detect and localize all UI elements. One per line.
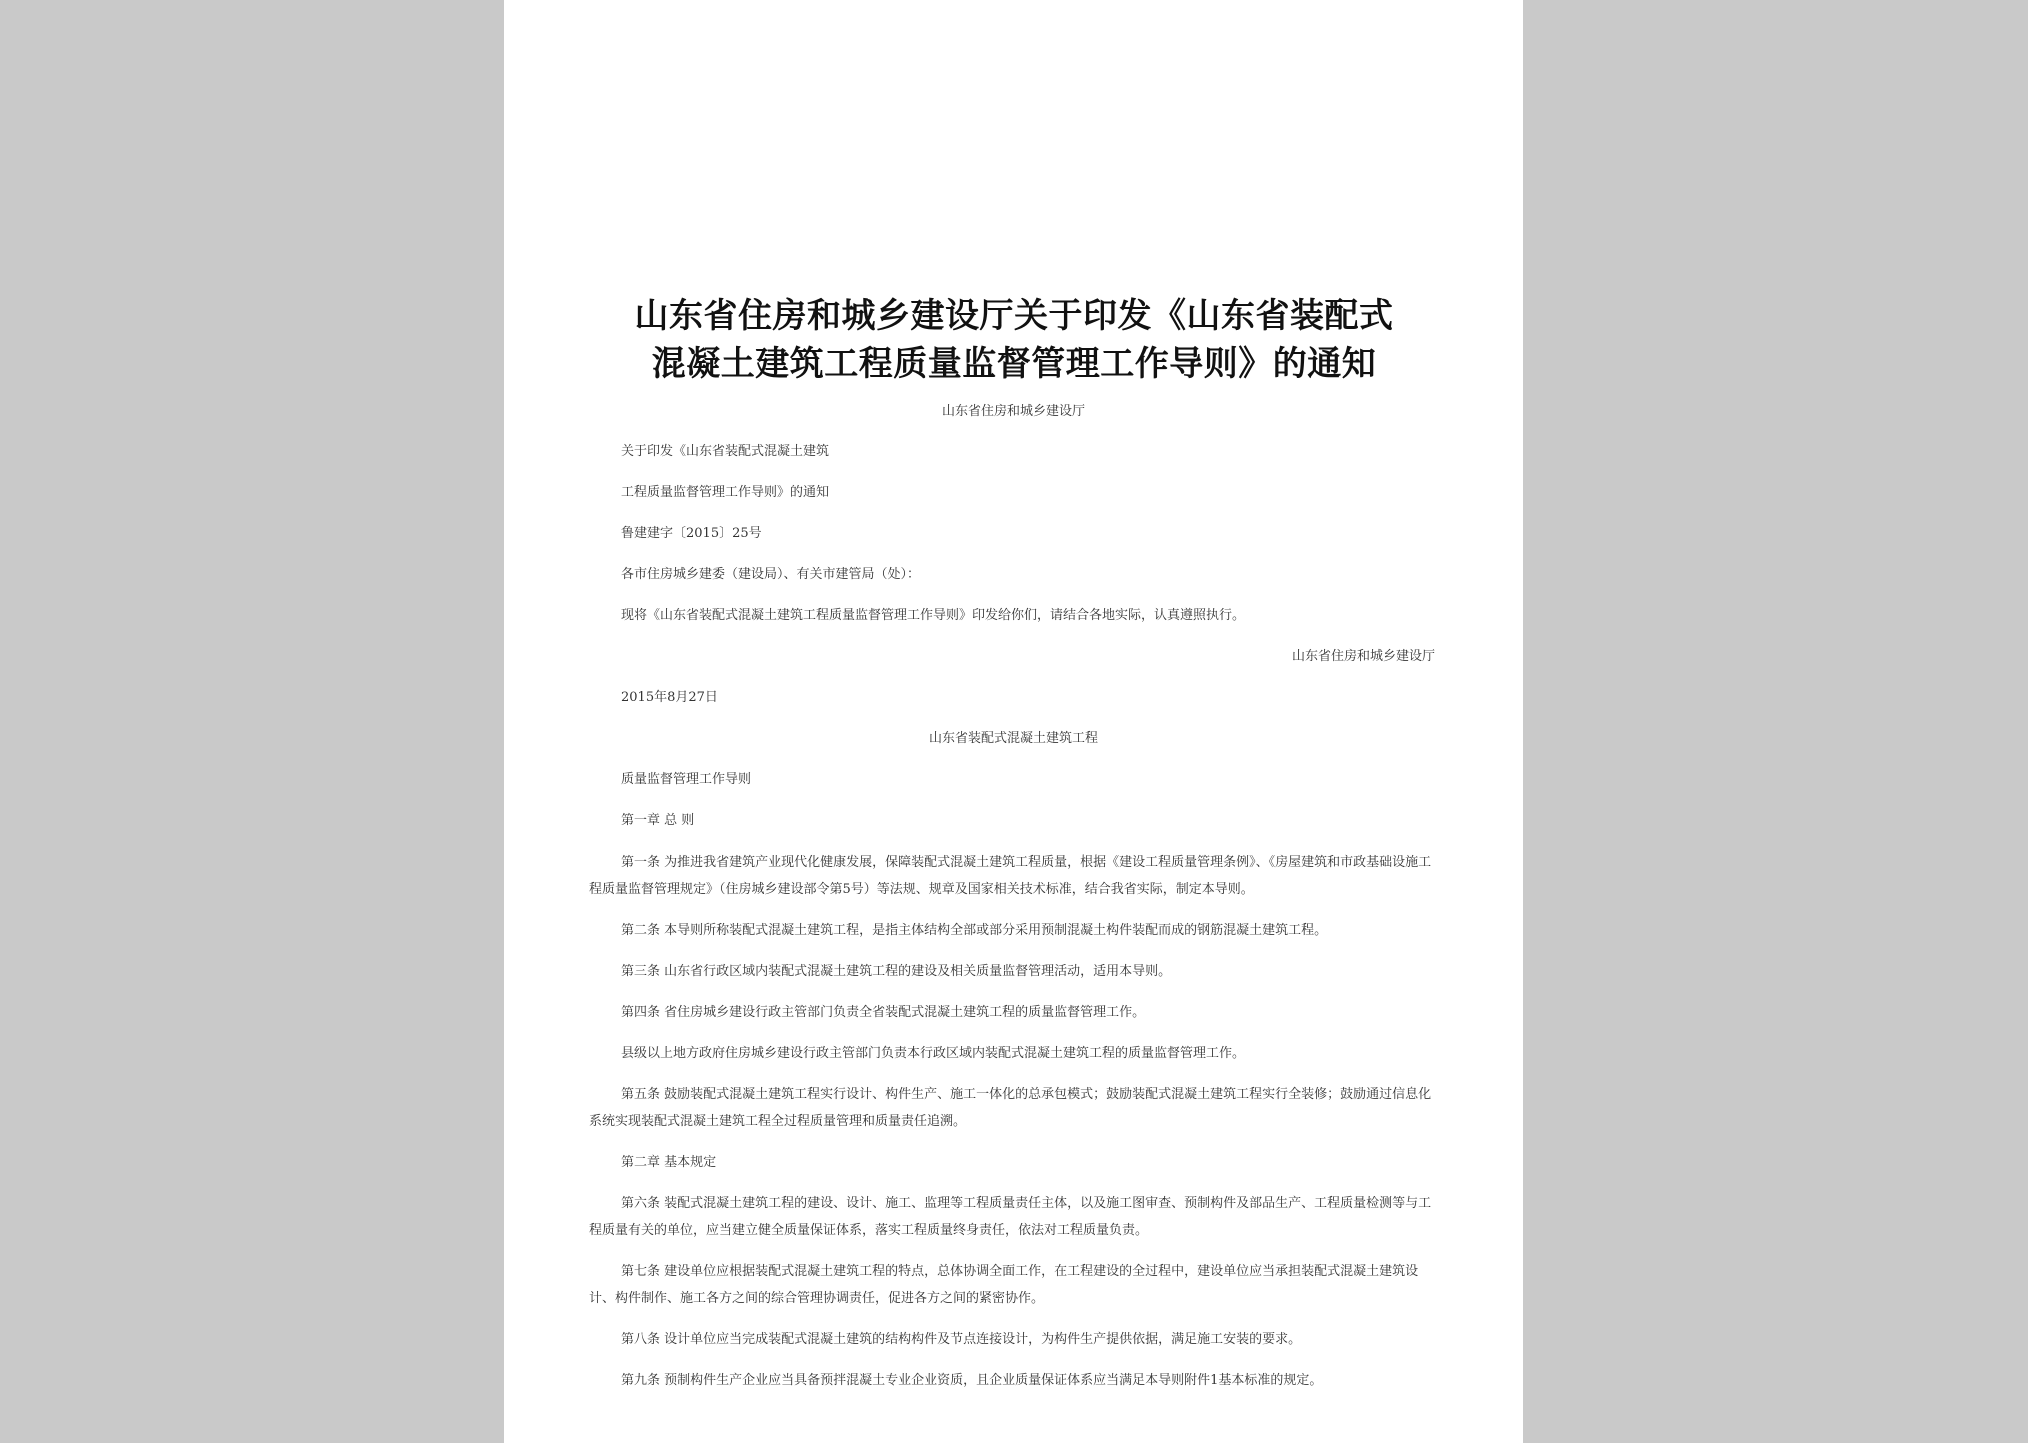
chapter-2-heading: 第二章 基本规定 xyxy=(621,1155,717,1170)
document-number: 鲁建建字〔2015〕25号 xyxy=(621,526,762,541)
article-1: 第一条 为推进我省建筑产业现代化健康发展，保障装配式混凝土建筑工程质量，根据《建设工程质量管理条例》、《房屋建筑和市政基础设施工程质量监督管理规定》（住房城乡建设部令第5号）等法规、规章及国家相关技术标准，结合我省实际，制定本导则。 xyxy=(589,855,1432,897)
issuer-line: 山东省住房和城乡建设厅 xyxy=(941,404,1085,419)
article-2: 第二条 本导则所称装配式混凝土建筑工程，是指主体结构全部或部分采用预制混凝土构件装配而成的钢筋混凝土建筑工程。 xyxy=(621,923,1328,938)
date-line: 2015年8月27日 xyxy=(621,690,718,705)
document-page xyxy=(504,0,1523,1443)
title-line-2: 混凝土建筑工程质量监督管理工作导则》的通知 xyxy=(651,344,1377,384)
chapter-1-heading: 第一章 总 则 xyxy=(621,813,695,828)
article-4: 第四条 省住房城乡建设行政主管部门负责全省装配式混凝土建筑工程的质量监督管理工作。 xyxy=(621,1005,1146,1020)
document-title xyxy=(574,292,1454,388)
subject-line-1: 关于印发《山东省装配式混凝土建筑 xyxy=(621,444,830,459)
recipients-line: 各市住房城乡建委（建设局）、有关市建管局（处）： xyxy=(621,567,921,582)
guide-title-line-2: 质量监督管理工作导则 xyxy=(621,772,752,787)
title-line-1: 山东省住房和城乡建设厅关于印发《山东省装配式 xyxy=(634,296,1394,336)
article-4-paragraph-2: 县级以上地方政府住房城乡建设行政主管部门负责本行政区域内装配式混凝土建筑工程的质量监督管理工作。 xyxy=(621,1046,1246,1061)
article-5: 第五条 鼓励装配式混凝土建筑工程实行设计、构件生产、施工一体化的总承包模式；鼓励装配式混凝土建筑工程实行全装修；鼓励通过信息化系统实现装配式混凝土建筑工程全过程质量管理和质量责任追溯。 xyxy=(589,1087,1432,1129)
article-9: 第九条 预制构件生产企业应当具备预拌混凝土专业企业资质，且企业质量保证体系应当满足本导则附件1基本标准的规定。 xyxy=(621,1373,1323,1388)
article-3: 第三条 山东省行政区域内装配式混凝土建筑工程的建设及相关质量监督管理活动，适用本导则。 xyxy=(621,964,1172,979)
subject-line-2: 工程质量监督管理工作导则》的通知 xyxy=(621,485,830,500)
article-6: 第六条 装配式混凝土建筑工程的建设、设计、施工、监理等工程质量责任主体，以及施工图审查、预制构件及部品生产、工程质量检测等与工程质量有关的单位，应当建立健全质量保证体系，落实工程质量终身责任，依法对工程质量负责。 xyxy=(589,1196,1432,1238)
article-7: 第七条 建设单位应根据装配式混凝土建筑工程的特点，总体协调全面工作，在工程建设的全过程中，建设单位应当承担装配式混凝土建筑设计、构件制作、施工各方之间的综合管理协调责任，促进各方之间的紧密协作。 xyxy=(589,1264,1419,1306)
right-margin xyxy=(1523,0,2028,1443)
guide-title-line-1: 山东省装配式混凝土建筑工程 xyxy=(928,731,1098,746)
left-margin xyxy=(0,0,504,1443)
body-intro: 现将《山东省装配式混凝土建筑工程质量监督管理工作导则》印发给你们，请结合各地实际，认真遵照执行。 xyxy=(621,608,1246,623)
signature-line: 山东省住房和城乡建设厅 xyxy=(1291,649,1435,664)
article-8: 第八条 设计单位应当完成装配式混凝土建筑的结构构件及节点连接设计，为构件生产提供依据，满足施工安装的要求。 xyxy=(621,1332,1302,1347)
